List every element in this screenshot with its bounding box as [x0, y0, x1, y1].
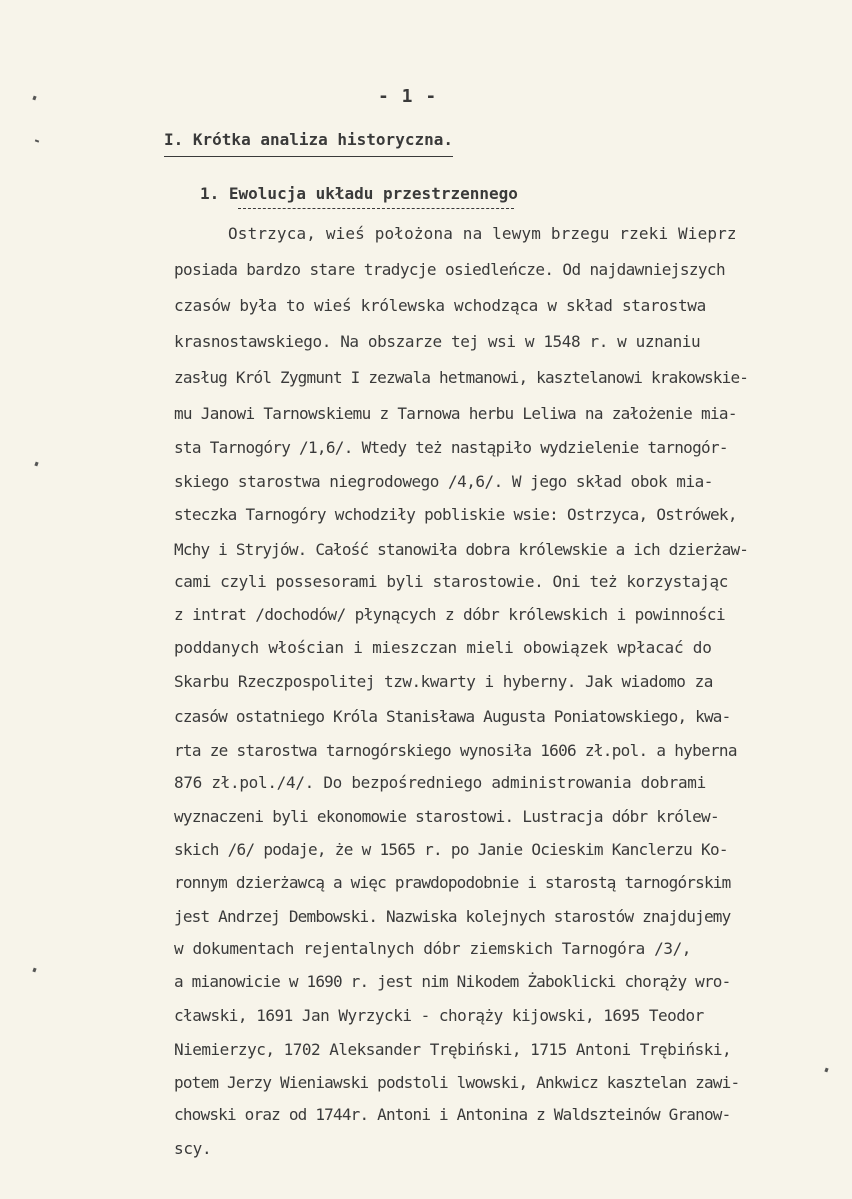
body-line: skich /6/ podaje, że w 1565 r. po Janie Ocieskim Kanclerzu Ko- [174, 840, 728, 859]
page-number: - 1 - [378, 86, 438, 107]
body-line: Mchy i Stryjów. Całość stanowiła dobra królewskie a ich dzierżaw- [174, 540, 749, 559]
body-line: mu Janowi Tarnowskiemu z Tarnowa herbu Leliwa na założenie mia- [174, 404, 737, 423]
body-line: Skarbu Rzeczpospolitej tzw.kwarty i hyberny. Jak wiadomo za [174, 672, 713, 691]
body-line: 876 zł.pol./4/. Do bezpośredniego administrowania dobrami [174, 773, 706, 792]
body-line: w dokumentach rejentalnych dóbr ziemskich Tarnogóra /3/, [174, 939, 692, 958]
body-line: jest Andrzej Dembowski. Nazwiska kolejnych starostów znajdujemy [174, 907, 731, 926]
body-line: ronnym dzierżawcą a więc prawdopodobnie i starostą tarnogórskim [174, 873, 731, 892]
body-line: Ostrzyca, wieś położona na lewym brzegu rzeki Wieprz [228, 224, 737, 243]
body-line: z intrat /dochodów/ płynących z dóbr królewskich i powinności [174, 605, 726, 624]
body-line: wyznaczeni byli ekonomowie starostowi. Lustracja dóbr królew- [174, 807, 719, 826]
body-line: Niemierzyc, 1702 Aleksander Trębiński, 1715 Antoni Trębiński, [174, 1040, 732, 1059]
body-line: rta ze starostwa tarnogórskiego wynosiła 1606 zł.pol. a hyberna [174, 741, 737, 760]
body-line: poddanych włościan i mieszczan mieli obowiązek wpłacać do [174, 638, 712, 657]
subsection-title-text: 1. Ewolucja układu przestrzennego [200, 184, 518, 203]
body-line: czasów była to wieś królewska wchodząca w skład starostwa [174, 296, 706, 315]
body-line: cami czyli possesorami byli starostowie. Oni też korzystając [174, 572, 728, 591]
body-line: czasów ostatniego Króla Stanisława Augusta Poniatowskiego, kwa- [174, 707, 731, 726]
body-line: zasług Król Zygmunt I zezwala hetmanowi, kasztelanowi krakowskie- [174, 368, 749, 387]
body-line: cławski, 1691 Jan Wyrzycki - chorąży kijowski, 1695 Teodor [174, 1006, 704, 1025]
body-line: krasnostawskiego. Na obszarze tej wsi w 1548 r. w uznaniu [174, 332, 701, 351]
body-line: posiada bardzo stare tradycje osiedleńcze. Od najdawniejszych [174, 260, 726, 279]
body-line: a mianowicie w 1690 r. jest nim Nikodem Żaboklicki chorąży wro- [174, 972, 731, 991]
section-title-text: I. Krótka analiza historyczna. [164, 130, 453, 149]
body-line: steczka Tarnogóry wchodziły pobliskie wsie: Ostrzyca, Ostrówek, [174, 505, 737, 524]
body-line: sta Tarnogóry /1,6/. Wtedy też nastąpiło wydzielenie tarnogór- [174, 438, 728, 457]
body-line: skiego starostwa niegrodowego /4,6/. W jego skład obok mia- [174, 472, 713, 491]
body-line: potem Jerzy Wieniawski podstoli lwowski, Ankwicz kasztelan zawi- [174, 1073, 740, 1092]
body-line: scy. [174, 1139, 212, 1158]
body-line: chowski oraz od 1744r. Antoni i Antonina z Waldszteinów Granow- [174, 1105, 731, 1124]
